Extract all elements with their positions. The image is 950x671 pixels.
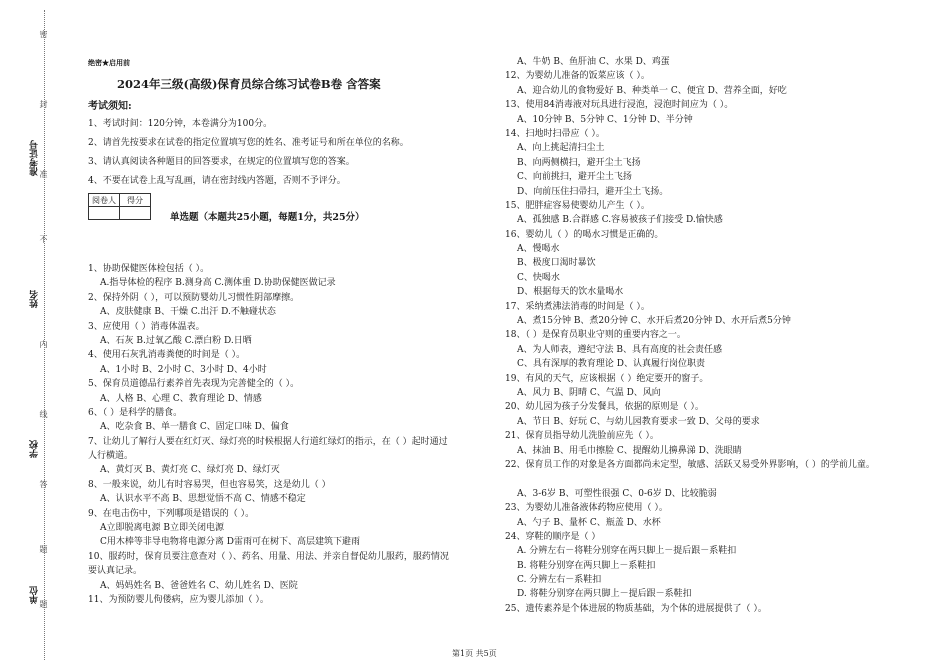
question-line: 5、保育员道德品行素养首先表现为完善健全的（ ）。 [88, 379, 300, 390]
question-line: 4、使用石灰乳消毒粪便的时间是（ ）。 [88, 350, 246, 361]
option-line: A、10分钟 B、5分钟 C、1分钟 D、半分钟 [517, 114, 693, 125]
option-line: A、认识水平不高 B、思想觉悟不高 C、情感不稳定 [100, 494, 306, 505]
question-line: 2、保持外阴（ ），可以预防婴幼儿习惯性阴部摩擦。 [88, 292, 300, 303]
notice-item: 1、考试时间：120分钟，本卷满分为100分。 [88, 119, 273, 129]
question-line: 10、服药时，保育员要注意查对（ ）、药名、用量、用法、并亲自督促幼儿服药，服药情况 [88, 551, 449, 562]
question-line: 12、为婴幼儿准备的饭菜应该（ ）。 [505, 71, 650, 82]
question-line: 24、穿鞋的顺序是（ ） [505, 531, 601, 542]
score-table [88, 193, 151, 220]
option-line: A立即脱离电源 B立即关闭电源 [100, 523, 224, 534]
question-line: 3、应使用（ ）消毒体温表。 [88, 321, 205, 332]
option-line: A、吃杂食 B、单一膳食 C、固定口味 D、偏食 [100, 422, 289, 433]
option-line: B、极度口渴时暴饮 [517, 258, 596, 269]
option-line: A、风力 B、阴晴 C、气温 D、风向 [517, 387, 661, 398]
option-line: C、快喝水 [517, 272, 560, 283]
option-line: A、节日 B、好玩 C、与幼儿园教育要求一致 D、父母的要求 [517, 416, 760, 427]
secret-mark: 绝密★启用前 [88, 58, 130, 67]
notice-item: 2、请首先按要求在试卷的指定位置填写您的姓名、准考证号和所在单位的名称。 [88, 138, 409, 148]
binding-mark: 密 [39, 30, 48, 38]
binding-mark: 封 [39, 100, 48, 108]
question-line: 6、（ ）是科学的膳食。 [88, 407, 183, 418]
notice-heading: 考试须知: [88, 101, 132, 112]
option-line: A、石灰 B.过氧乙酸 C.漂白粉 D.日晒 [100, 335, 252, 346]
question-line: 19、有风的天气，应该根据（ ）绝定要开的窗子。 [505, 373, 709, 384]
option-line: D. 将鞋分别穿在两只脚上－提后跟－系鞋扣 [517, 589, 692, 600]
left-question-column [88, 262, 449, 607]
option-line: A、1小时 B、2小时 C、3小时 D、4小时 [100, 364, 267, 375]
option-line: A、妈妈姓名 B、爸爸姓名 C、幼儿姓名 D、医院 [100, 580, 298, 591]
binding-mark: 内 [39, 340, 48, 348]
option-line: A、为人师表，遵纪守法 B、具有高度的社会责任感 [517, 344, 722, 355]
score-blank [120, 207, 151, 220]
notice-item: 3、请认真阅读各种题目的回答要求，在规定的位置填写您的答案。 [88, 157, 355, 167]
option-line: A、孤独感 B.合群感 C.容易被孩子们接受 D.愉快感 [517, 215, 723, 226]
option-line: A、皮肤健康 B、干燥 C.出汗 D.不触碰状态 [100, 307, 276, 318]
question-line: 22、保育员工作的对象是各方面都尚未定型，敏感、活跃又易受外界影响，（ ）的学前儿童。 [505, 459, 875, 470]
binding-mark: 不 [39, 235, 48, 243]
question-line: 21、保育员指导幼儿洗脸前应先（ ）。 [505, 431, 659, 442]
field-name: 姓名 [30, 290, 40, 308]
notice-item: 4、不要在试卷上乱写乱画，请在密封线内答题，否则不予评分。 [88, 176, 346, 186]
question-line: 要认真记录。 [88, 566, 143, 577]
question-line: 17、采纳煮沸法消毒的时间是（ ）。 [505, 301, 650, 312]
binding-mark: 线 [39, 410, 48, 418]
page-title: 2024年三级(高级)保育员综合练习试卷B卷 含答案 [117, 77, 381, 91]
option-line: A.指导体检的程序 B.测身高 C.测体重 D.协助保健医做记录 [100, 278, 336, 289]
blank-line [505, 472, 875, 486]
binding-mark: 题 [39, 545, 48, 553]
question-line: 7、让幼儿了解行人要在红灯灭、绿灯亮的时候根据人行道红绿灯的指示，在（ ）起时通过 [88, 436, 448, 447]
question-line: 15、肥胖症容易使婴幼儿产生（ ）。 [505, 200, 650, 211]
binding-mark: 准 [39, 170, 48, 178]
option-line: C. 分辨左右－系鞋扣 [517, 575, 602, 586]
reviewer-blank [89, 207, 120, 220]
question-line: 8、一般来说，幼儿有时容易哭，但也容易笑，这是幼儿（ ） [88, 479, 331, 490]
question-line: 人行横道。 [88, 451, 134, 462]
option-line: C、向前挑扫，避开尘土飞扬 [517, 172, 632, 183]
page-footer: 第1页 共5页 [452, 649, 497, 658]
binding-mark: 答 [39, 480, 48, 488]
option-line: C、具有深厚的教育理论 D、认真履行岗位职责 [517, 359, 705, 370]
right-question-column [505, 55, 875, 616]
option-line: A、抹油 B、用毛巾擦脸 C、提醒幼儿擤鼻涕 D、洗眼睛 [517, 445, 742, 456]
question-line: 18、（ ）是保育员职业守则的重要内容之一。 [505, 330, 686, 341]
binding-mark: 题 [39, 600, 48, 608]
section-title: 单选题（本题共25小题，每题1分，共25分） [170, 212, 365, 223]
score-cell: 得分 [120, 194, 151, 207]
question-line: 1、协助保健医体检包括（ ）。 [88, 264, 210, 274]
question-line: 13、使用84消毒液对玩具进行浸泡，浸泡时间应为（ ）。 [505, 100, 734, 111]
question-line: 23、为婴幼儿准备液体药物应使用（ ）。 [505, 503, 668, 514]
option-line: D、根据每天的饮水量喝水 [517, 287, 624, 298]
option-line: B、向两侧横扫，避开尘土飞扬 [517, 157, 641, 168]
option-line: A、黄灯灭 B、黄灯亮 C、绿灯亮 D、绿灯灭 [100, 465, 280, 476]
option-line: A、牛奶 B、鱼肝油 C、水果 D、鸡蛋 [517, 57, 670, 67]
option-line: B. 将鞋分别穿在两只脚上－系鞋扣 [517, 560, 656, 571]
question-line: 20、幼儿园为孩子分发餐具，依据的原则是（ ）。 [505, 402, 704, 413]
option-line: A、慢喝水 [517, 244, 560, 255]
field-exam-number: 准考证号 [30, 140, 40, 176]
option-line: C用木棒等非导电物将电源分离 D雷雨可在树下、高层建筑下避雨 [100, 537, 360, 548]
option-line: A. 分辨左右－将鞋分别穿在两只脚上－提后跟－系鞋扣 [517, 546, 737, 557]
option-line: D、向前压住扫帚扫，避开尘土飞扬。 [517, 186, 669, 197]
question-line: 14、扫地时扫帚应（ ）。 [505, 128, 605, 139]
option-line: A、人格 B、心理 C、教育理论 D、情感 [100, 393, 262, 404]
option-line: A、煮15分钟 B、煮20分钟 C、水开后煮20分钟 D、水开后煮5分钟 [517, 316, 791, 327]
option-line: A、3-6岁 B、可塑性很强 C、0-6岁 D、比较脆弱 [517, 488, 717, 499]
option-line: A、向上挑起清扫尘土 [517, 143, 605, 154]
field-school: 学校 [30, 440, 40, 458]
option-line: A、勺子 B、量杯 C、瓶盖 D、水杯 [517, 517, 661, 528]
field-unit: 单位 [30, 586, 40, 604]
question-line: 9、在电击伤中，下列哪项是错误的（ ）。 [88, 508, 255, 519]
option-line: A、迎合幼儿的食物爱好 B、种类单一 C、便宜 D、营养全面，好吃 [517, 85, 787, 96]
question-line: 16、婴幼儿（ ）的喝水习惯是正确的。 [505, 229, 664, 240]
question-line: 11、为预防婴儿佝偻病，应为婴儿添加（ ）。 [88, 594, 269, 605]
question-line: 25、遗传素养是个体进展的物质基础，为个体的进展提供了（ ）。 [505, 603, 767, 614]
reviewer-cell: 阅卷人 [89, 194, 120, 207]
